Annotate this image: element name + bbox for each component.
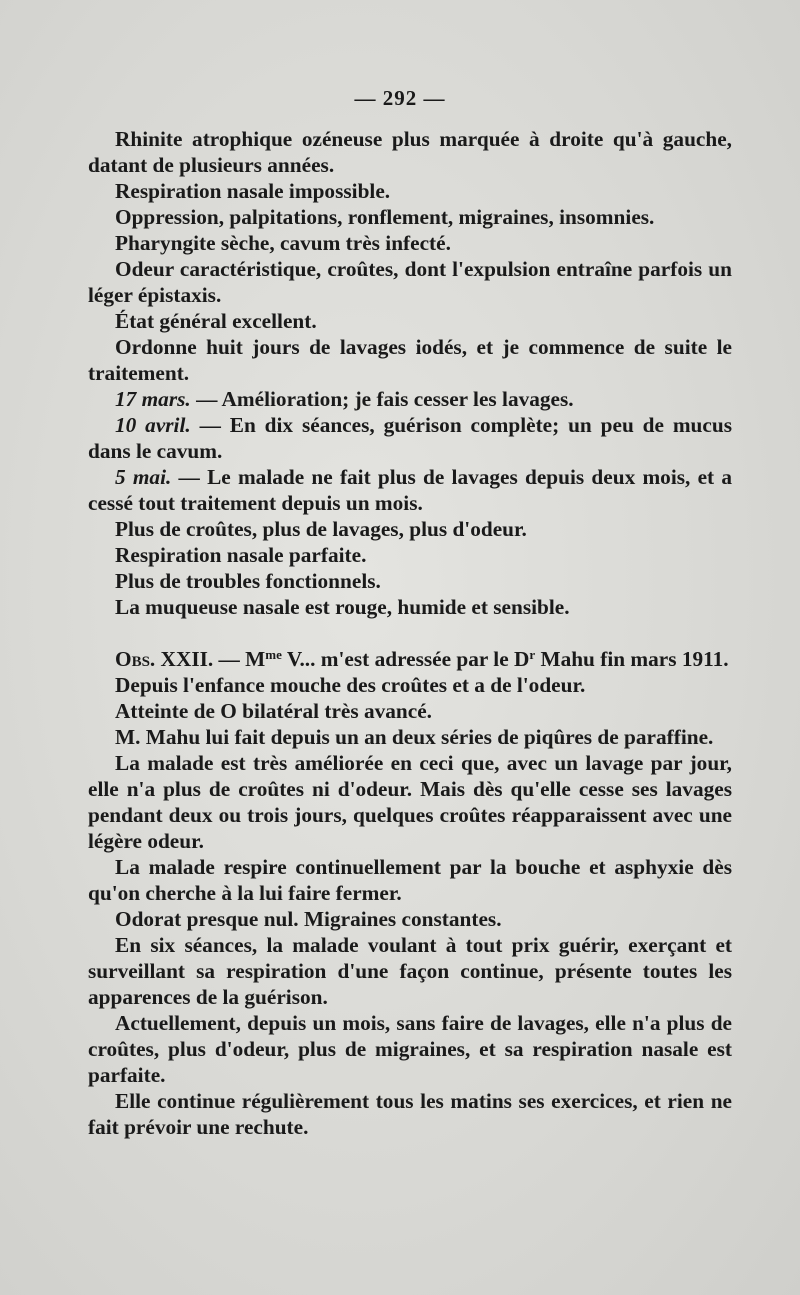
paragraph: Rhinite atrophique ozéneuse plus marquée à droite qu'à gauche, datant de plusieurs années. (88, 127, 732, 177)
page-number: — 292 — (354, 86, 446, 110)
paragraph: Atteinte de O bilatéral très avancé. (115, 699, 432, 723)
paragraph: Ordonne huit jours de lavages iodés, et je commence de suite le traitement. (88, 335, 732, 385)
body-text (88, 126, 732, 1140)
observation-sup: r (529, 647, 536, 662)
paragraph: La malade respire continuellement par la bouche et asphyxie dès qu'on cherche à la lui faire fermer. (88, 855, 732, 905)
paragraph: En six séances, la malade voulant à tout prix guérir, exerçant et surveillant sa respiration d'une façon continue, présente toutes les apparences de la guérison. (88, 933, 732, 1009)
paragraph: Odeur caractéristique, croûtes, dont l'expulsion entraîne parfois un léger épistaxis. (88, 257, 732, 307)
entry-text: — En dix séances, guérison complète; un peu de mucus dans le cavum. (88, 413, 732, 463)
paragraph: Plus de troubles fonctionnels. (115, 569, 381, 593)
observation-text: — M (213, 647, 266, 671)
observation-text: V... m'est adressée par le D (281, 647, 530, 671)
paragraph: Depuis l'enfance mouche des croûtes et a de l'odeur. (115, 673, 586, 697)
dated-entry (88, 386, 732, 412)
paragraph: La malade est très améliorée en ceci que, avec un lavage par jour, elle n'a plus de croûtes ni d'odeur. Mais dès qu'elle cesse ses lavages pendant deux ou trois jours, quelques croûtes réapparaissent avec une légère odeur. (88, 751, 732, 853)
dated-entry (88, 464, 732, 516)
paragraph: Oppression, palpitations, ronflement, migraines, insomnies. (115, 205, 655, 229)
observation-sup: me (265, 647, 282, 662)
paragraph: La muqueuse nasale est rouge, humide et sensible. (115, 595, 570, 619)
paragraph: Pharyngite sèche, cavum très infecté. (115, 231, 451, 255)
paragraph: Plus de croûtes, plus de lavages, plus d'odeur. (115, 517, 527, 541)
observation-text: Mahu fin mars 1911. (535, 647, 729, 671)
paragraph: Odorat presque nul. Migraines constantes. (115, 907, 502, 931)
paragraph: Actuellement, depuis un mois, sans faire de lavages, elle n'a plus de croûtes, plus d'odeur, plus de migraines, et sa respiration nasale est parfaite. (88, 1011, 732, 1087)
paragraph: Respiration nasale impossible. (115, 179, 391, 203)
entry-date: 10 avril. (115, 413, 191, 437)
paragraph: Respiration nasale parfaite. (115, 543, 367, 567)
entry-date: 5 mai. (115, 465, 172, 489)
observation-heading (88, 646, 732, 672)
paragraph: M. Mahu lui fait depuis un an deux séries de piqûres de paraffine. (115, 725, 714, 749)
paragraph: État général excellent. (115, 309, 317, 333)
entry-text: — Amélioration; je fais cesser les lavages. (190, 387, 574, 411)
dated-entry (88, 412, 732, 464)
entry-text: — Le malade ne fait plus de lavages depuis deux mois, et a cessé tout traitement depuis un mois. (88, 465, 732, 515)
paragraph: Elle continue régulièrement tous les matins ses exercices, et rien ne fait prévoir une rechute. (88, 1089, 732, 1139)
observation-label: Obs. XXII. (115, 647, 214, 671)
entry-date: 17 mars. (115, 387, 191, 411)
